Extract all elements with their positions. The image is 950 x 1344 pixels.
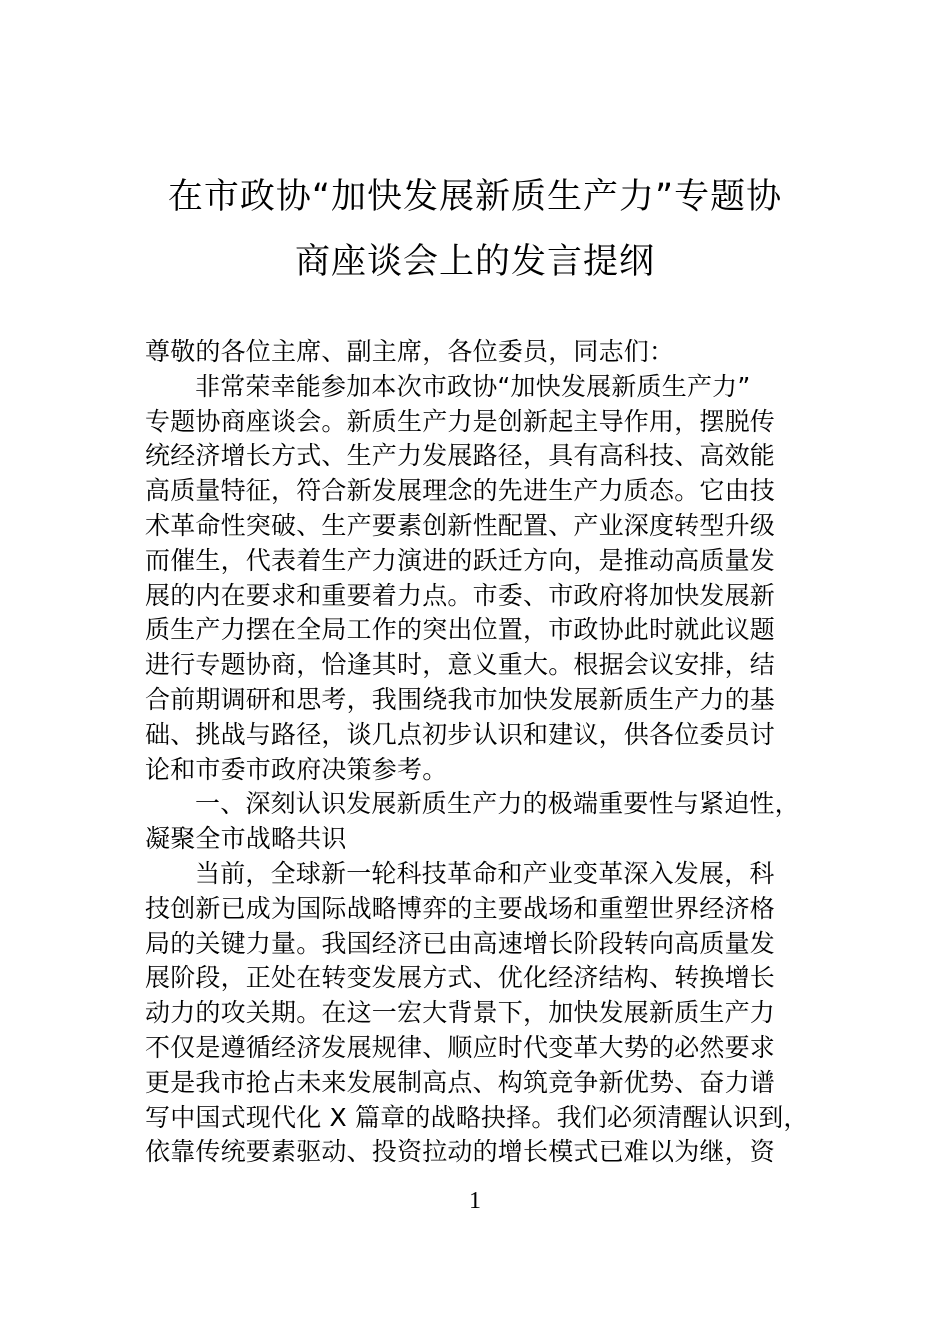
title-line-1: 在市政协“加快发展新质生产力”专题协 — [167, 177, 783, 217]
section-heading-line: 凝聚全市战略共识 — [145, 824, 347, 854]
body-line: 依靠传统要素驱动、投资拉动的增长模式已难以为继，资 — [145, 1137, 776, 1167]
body-line: 统经济增长方式、生产力发展路径，具有高科技、高效能 — [145, 441, 776, 471]
body-line: 更是我市抢占未来发展制高点、构筑竞争新优势、奋力谱 — [145, 1067, 776, 1097]
title-line-2: 商座谈会上的发言提纲 — [294, 242, 655, 282]
body-line: 合前期调研和思考，我围绕我市加快发展新质生产力的基 — [145, 684, 776, 714]
body-line: 而催生，代表着生产力演进的跃迁方向，是推动高质量发 — [145, 545, 776, 575]
body-line: 术革命性突破、生产要素创新性配置、产业深度转型升级 — [145, 510, 776, 540]
body-line: 展阶段，正处在转变发展方式、优化经济结构、转换增长 — [145, 963, 776, 993]
body-line: 础、挑战与路径，谈几点初步认识和建议，供各位委员讨 — [145, 719, 776, 749]
body-line: 写中国式现代化 X 篇章的战略抉择。我们必须清醒认识到， — [145, 1102, 809, 1132]
page-number: 1 — [469, 1188, 481, 1214]
body-line: 进行专题协商，恰逢其时，意义重大。根据会议安排，结 — [145, 650, 776, 680]
body-line: 质生产力摆在全局工作的突出位置，市政协此时就此议题 — [145, 615, 776, 645]
section-heading-line: 一、深刻认识发展新质生产力的极端重要性与紧迫性， — [195, 789, 800, 819]
body-line: 非常荣幸能参加本次市政协“加快发展新质生产力” — [195, 371, 751, 401]
body-line: 技创新已成为国际战略博弈的主要战场和重塑世界经济格 — [145, 893, 776, 923]
body-line: 局的关键力量。我国经济已由高速增长阶段转向高质量发 — [145, 928, 776, 958]
body-line: 论和市委市政府决策参考。 — [145, 754, 448, 784]
body-line: 专题协商座谈会。新质生产力是创新起主导作用，摆脱传 — [145, 406, 776, 436]
document-body — [145, 335, 810, 1170]
body-line: 当前，全球新一轮科技革命和产业变革深入发展，科 — [195, 858, 775, 888]
body-line: 高质量特征，符合新发展理念的先进生产力质态。它由技 — [145, 476, 776, 506]
body-line: 不仅是遵循经济发展规律、顺应时代变革大势的必然要求 — [145, 1032, 776, 1062]
salutation: 尊敬的各位主席、副主席，各位委员，同志们： — [145, 337, 675, 366]
document-title — [120, 165, 830, 295]
body-line: 动力的攻关期。在这一宏大背景下，加快发展新质生产力 — [145, 998, 776, 1028]
body-line: 展的内在要求和重要着力点。市委、市政府将加快发展新 — [145, 580, 776, 610]
